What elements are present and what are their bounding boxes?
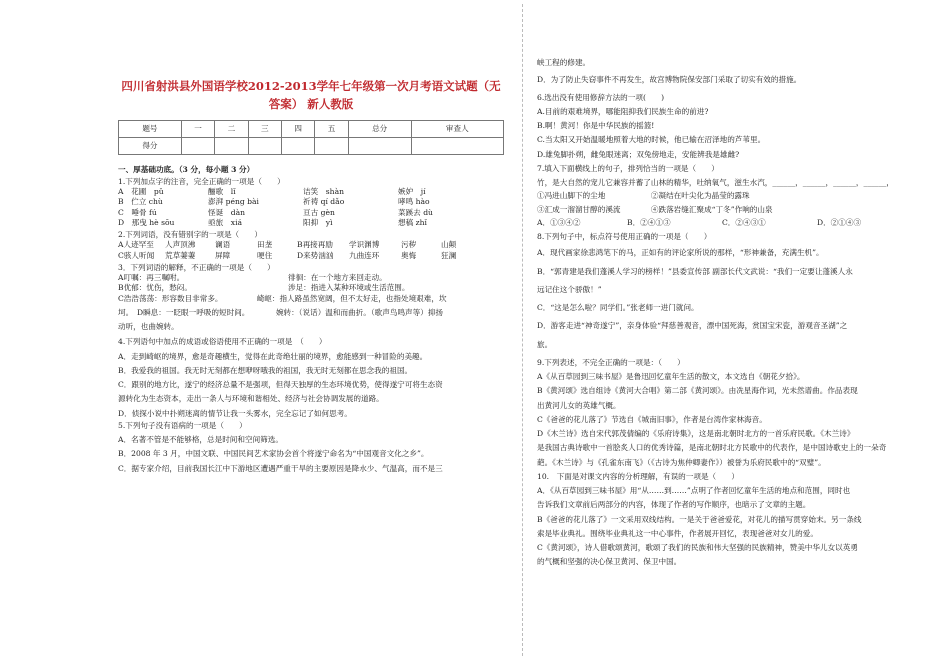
option: 诘笑 shàn [303, 187, 344, 197]
option: 阳抑 yì [303, 217, 333, 227]
q5-option-c-cont: 峡工程的修建。 [537, 58, 591, 67]
word: 荒草萋萋 [165, 250, 196, 260]
word: 狂澜 [441, 250, 457, 260]
score-header-cell: 题号 [119, 120, 182, 137]
q8-option-d-cont: 旅。 [537, 339, 553, 349]
score-header-cell: 三 [248, 120, 281, 137]
option: 祈祷 qí dǎo [303, 197, 345, 207]
q8-option-a: A．现代画家徐悲鸿笔下的马，正如有的评论家所说的那样，“形神兼备，充满生机”。 [537, 248, 824, 258]
option: B 伫立 chù [118, 197, 163, 207]
score-header-cell: 二 [215, 120, 248, 137]
right-column [537, 58, 923, 568]
q10-option-c-cont: 的气概和坚强的决心保卫黄河、保卫中国。 [537, 557, 682, 567]
option: 哮鸣 hào [398, 197, 430, 207]
score-cell [181, 137, 214, 154]
title-line-1: 四川省射洪县外国语学校2012-2013学年七年级第一次月考语文试题（无 [121, 79, 501, 93]
q7-options [537, 218, 923, 228]
word: B再接再励 [297, 240, 333, 250]
score-cell [411, 137, 503, 154]
option: A．①③④② [537, 217, 581, 227]
q10-option-b-cont: 索是毕业典礼。围绕毕业典礼这一中心事件，作者展开回忆，表现爸爸对女儿的爱。 [537, 528, 818, 538]
word: 学识渊博 [349, 240, 380, 250]
score-value-row [119, 137, 504, 154]
option: 怪诞 dàn [208, 207, 246, 217]
q7-stem: 竹，是大自然的宠儿它兼容并蓄了山林的精华，吐纳氧气，滋生水汽，______，______，______，______， [537, 178, 894, 187]
q8-option-d: D．游客走进“神奇遂宁”，亲身体验“拜慈善观音，漂中国死海，赏国宝宋瓷，游观音圣湖”之 [537, 321, 848, 331]
score-header-row [119, 120, 504, 137]
score-header-cell: 总分 [348, 120, 411, 137]
q4-option-d: D．侦探小说中扑朔迷离的情节让我一头雾水，完全忘记了如何思考。 [118, 408, 352, 418]
word: 山颠 [441, 240, 457, 250]
q3-row-2 [118, 283, 504, 293]
option: B优郁：忧伤，愁闷。 [118, 283, 192, 293]
option: C．②④③① [722, 217, 766, 227]
score-cell [248, 137, 281, 154]
q9-option-d: D《木兰诗》选自宋代郭茂倩编的《乐府诗集》，这是南北朝时北方的一首乐府民歌。《木兰诗》 [537, 429, 855, 438]
q6-option-c: C.当太阳又开始温暖地照着大地的时候，他已输在沼泽地的芦苇里。 [537, 135, 766, 145]
q2-row-2 [118, 251, 504, 261]
page-title [118, 78, 504, 114]
option: 酾歌 lǐ [208, 187, 236, 197]
option: 想稿 zhǐ [398, 217, 427, 227]
question-3: 3．下列词语的解释，不正确的一项是（ ） [118, 262, 275, 272]
q9-option-b: B《黄河颂》选自组诗《黄河大合唱》第二部《黄河颂》。由冼星海作词，光未然谱曲。作品表现 [537, 386, 858, 396]
word: 奥悔 [401, 250, 417, 260]
q5-option-d: D．为了防止失窃事件不再发生，故宫博物院保安部门采取了切实有效的措施。 [537, 75, 802, 85]
title-line-2: 答案） 新人教版 [268, 96, 354, 111]
option: B．②④①③ [627, 217, 671, 227]
score-header-cell: 审查人 [411, 120, 503, 137]
option: 菜蹊去 dù [398, 207, 433, 217]
score-table [118, 120, 504, 155]
word: A人迹罕至 [118, 240, 154, 250]
score-header-cell: 四 [281, 120, 314, 137]
q10-option-c: C《黄河颂》，诗人借歌颂黄河，歌颂了我们的民族和伟大坚强的民族精神，赞美中华儿女以英勇 [537, 543, 858, 552]
q8-option-b: B．“郭青建是我们蓬溪人学习的榜样！”县委宣传部 副部长代文武说：“我们一定要让蓬溪人永 [537, 266, 853, 276]
q1-options-b [118, 197, 504, 207]
q4-option-c-cont: 源转化为生态资本，走出一条人与环境和谐相处、经济与社会协调发展的道路。 [118, 394, 384, 404]
question-10: 10. 下面是对课文内容的分析理解，有误的一项是（ ） [537, 471, 739, 481]
score-header-cell: 一 [181, 120, 214, 137]
q6-option-b: B.啊！黄河！你是中华民族的摇篮! [537, 121, 655, 130]
q8-option-b-cont: 远记住这个骄傲！” [537, 284, 602, 294]
score-cell [215, 137, 248, 154]
q10-option-a: A．《从百草园到三味书屋》用“从……到……”点明了作者回忆童年生活的地点和范围，同时也 [537, 486, 851, 495]
word: 屏障 [215, 250, 231, 260]
q9-option-a: A《从百草园到三味书屋》是鲁迅回忆童年生活的散文，本文选自《朝花夕拾》。 [537, 372, 805, 381]
option: 亟旅 xiá [208, 217, 243, 227]
question-7: 7.填入下面横线上的句子，排列恰当的一项是（ ） [537, 163, 719, 173]
left-column [118, 0, 504, 474]
q3-option-d: 坷。 D瞬息：一眨眼一呼吸的短时间。 婉转：（说话）温和而曲折。（歌声鸟鸣声等）抑扬 [118, 307, 444, 317]
option: 涉足：指进入某种环境或生活范围。 [288, 283, 410, 293]
q3-option-c: C浩浩荡荡：形容数目非常多。 崎岖：指人路虽然宽阔，但不太好走，也指处境艰难，坎 [118, 293, 447, 303]
option: 嫉妒 jí [398, 187, 426, 197]
q10-option-a-cont: 告诉我们文章前后两部分的内容，体现了作者的写作顺序，也暗示了文章的主题。 [537, 500, 811, 510]
q4-option-c: C．跟别的地方比，遂宁的经济总量不是强项，但得天独厚的生态环境优势，使得遂宁可将生态资 [118, 380, 443, 390]
question-9: 9.下列表述，不完全正确的一项是：（ ） [537, 357, 685, 367]
question-4: 4.下列语句中加点的成语或俗语使用不正确的一项是 （ ） [118, 337, 327, 347]
q3-continuation: 动听，也曲婉转。 [118, 322, 179, 332]
word: 谰语 [215, 240, 231, 250]
q5-option-b: B．2008 年 3 月，中国文联、中国民间艺术家协会首个将遂宁命名为“中国观音文化之乡”。 [118, 449, 429, 459]
q6-option-d: D.雄兔脚扑朔，雌兔眼迷离；双兔傍地走，安能辨我是雄雌? [537, 149, 740, 159]
option: 徘徊：在一个地方来回走动。 [288, 273, 387, 283]
question-5: 5.下列句子没有语病的一项是（ ） [118, 420, 247, 430]
option: D 那曳 hè sōu [118, 217, 175, 227]
q3-row-1 [118, 273, 504, 283]
q10-option-b: B《爸爸的花儿落了》一文采用双线结构。一是关于爸爸爱花，对花儿的描写贯穿始末。另一条线 [537, 514, 862, 524]
question-2: 2.下列词语，没有错别字的一项是（ ） [118, 230, 262, 240]
option: 亘古 gèn [303, 207, 335, 217]
q4-option-b: B．我爱我的祖国。我无时无刻都在想咿呀哦我的祖国，我无时无刻都在思念我的祖国。 [118, 365, 413, 375]
q5-option-c: C．据专家介绍，目前我国长江中下游地区遭遇严重干旱的主要原因是降水少、气温高，而不是三 [118, 463, 443, 473]
score-cell [281, 137, 314, 154]
word: C骇人听闻 [118, 250, 155, 260]
word: 九曲连环 [349, 250, 380, 260]
q9-option-b-cont: 出黄河儿女的英雄气概。 [537, 400, 621, 410]
q7-choices-2: ③汇成一溜溜甘醇的溪流 ④跌落岩缝汇聚成“丁冬”作响的山泉 [537, 204, 773, 214]
option: 澎湃 péng bài [208, 197, 259, 207]
score-row-label: 得分 [119, 137, 182, 154]
q5-option-a: A．名著不管是不能够格，总是时间和空间筛选。 [118, 435, 283, 445]
q8-option-c: C．“这是怎么啦？同学们。”张老师一进门就问。 [537, 303, 699, 312]
q6-option-a: A.目前的艰难境界，哪能阻抑我们民族生命的前进? [537, 106, 709, 116]
option: D．②①④③ [817, 217, 862, 227]
q9-option-c: C《爸爸的花儿落了》节选自《城南旧事》，作者是台湾作家林海音。 [537, 414, 767, 424]
word: 哽住 [257, 250, 273, 260]
option: A叮嘱：再三嘱咐。 [118, 273, 185, 283]
q7-choices-1: ①冯进山脚下的尘地 ②凝结在叶尖化为晶莹的露珠 [537, 191, 750, 201]
q4-option-a: A．走到崎岖的境界，愈是奇趣横生，觉得在此奇绝壮丽的境界，愈能感到一种冒险的美趣。 [118, 351, 428, 361]
score-header-cell: 五 [315, 120, 348, 137]
q9-option-d-cont-2: 葩。《木兰诗》与《孔雀东南飞》（《古诗为焦仲卿妻作》）被誉为乐府民歌中的“双璧”。 [537, 457, 826, 467]
q1-options-d [118, 218, 504, 228]
section-heading: 一、厚基础功底。（3 分，每小题 3 分） [118, 164, 255, 174]
score-cell [315, 137, 348, 154]
word: D来势汹汹 [297, 250, 334, 260]
q2-row-1 [118, 240, 504, 250]
word: 田垄 [257, 240, 273, 250]
option: C 唾骨 fú [118, 207, 157, 217]
q1-options-c [118, 208, 504, 218]
question-8: 8.下列句子中，标点符号使用正确的一项是（ ） [537, 232, 712, 241]
word: 污秽 [401, 240, 417, 250]
question-6: 6.选出没有使用修辞方法的一项( ) [537, 92, 665, 102]
question-1: 1.下列加点字的注音，完全正确的一项是（ ） [118, 176, 285, 186]
q1-options-a [118, 187, 504, 197]
score-cell [348, 137, 411, 154]
word: 人声顶沸 [165, 240, 196, 250]
option: A 花圃 pǔ [118, 187, 164, 197]
column-divider [522, 4, 523, 656]
q9-option-d-cont-1: 是我国古典诗歌中一首脍炙人口的优秀诗篇，是南北朝时北方民歌中的代表作，是中国诗歌史上的一朵奇 [537, 443, 887, 453]
